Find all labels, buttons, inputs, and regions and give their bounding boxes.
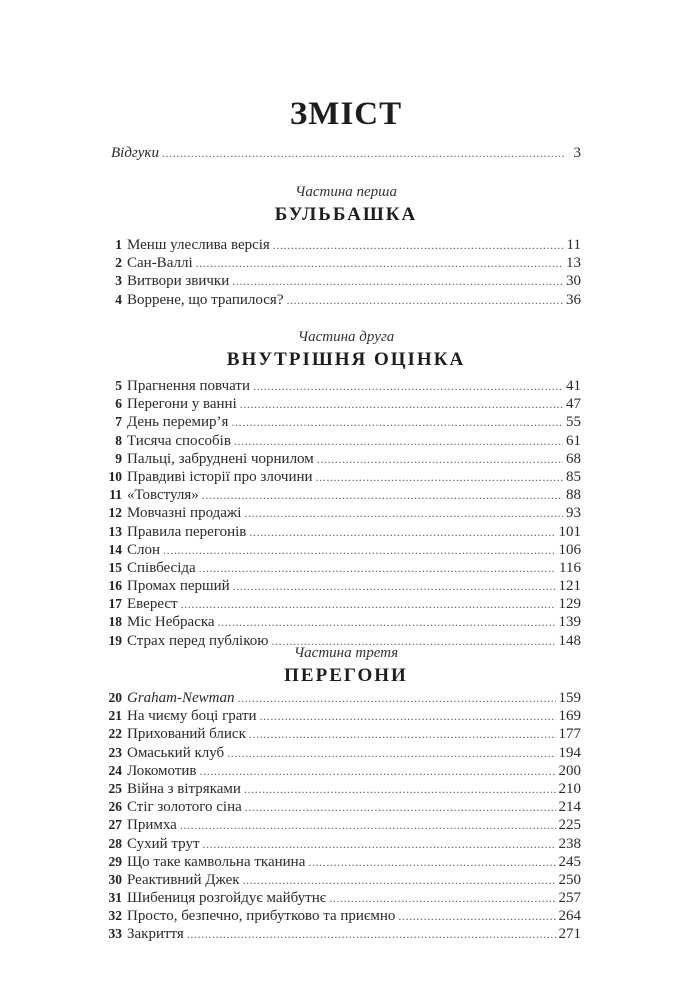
dot-leader	[180, 816, 556, 834]
chapter-number: 20	[108, 690, 122, 705]
toc-chapter-row[interactable]	[100, 413, 581, 431]
chapter-page-number: 129	[558, 596, 581, 613]
part-heading-2	[111, 328, 581, 372]
dot-leader	[163, 541, 555, 559]
toc-chapter-row[interactable]	[100, 613, 581, 631]
dot-leader	[249, 725, 556, 743]
chapter-number: 30	[108, 871, 122, 887]
chapter-page-number: 245	[558, 853, 581, 870]
chapter-title: «Товстуля»	[127, 487, 199, 504]
chapter-page-number: 257	[558, 890, 581, 907]
chapter-title: Тисяча способів	[127, 432, 231, 449]
chapter-title: Воррене, що трапилося?	[127, 291, 284, 308]
toc-chapter-row[interactable]	[100, 468, 581, 486]
chapter-list-part-2	[100, 377, 581, 650]
chapter-title: Пальці, забруднені чорнилом	[127, 450, 314, 467]
chapter-page-number: 250	[558, 871, 581, 888]
chapter-number: 14	[108, 541, 122, 557]
chapter-title: Локомотив	[127, 762, 197, 779]
toc-chapter-row[interactable]	[100, 486, 581, 504]
dot-leader	[253, 377, 563, 395]
dot-leader	[162, 144, 566, 162]
chapter-page-number: 159	[558, 690, 581, 706]
toc-chapter-row[interactable]	[100, 780, 581, 798]
entry-page-number: 3	[573, 145, 581, 161]
toc-chapter-row[interactable]	[100, 377, 581, 395]
chapter-page-number: 121	[558, 578, 581, 595]
chapter-number: 10	[108, 468, 122, 484]
chapter-number: 27	[108, 817, 122, 833]
chapter-title: Еверест	[127, 596, 178, 613]
chapter-number: 17	[108, 596, 122, 612]
dot-leader	[273, 236, 564, 254]
chapter-title: Війна з вітряками	[127, 780, 241, 797]
chapter-number: 11	[109, 487, 122, 503]
chapter-number: 32	[108, 908, 122, 924]
chapter-number: 23	[108, 744, 122, 760]
chapter-title: Правила перегонів	[127, 523, 247, 540]
toc-chapter-row[interactable]	[100, 291, 581, 309]
chapter-page-number: 41	[566, 378, 581, 394]
toc-chapter-row[interactable]	[100, 236, 581, 254]
chapter-page-number: 214	[558, 799, 581, 816]
chapter-title: Прагнення повчати	[127, 378, 250, 394]
dot-leader	[181, 595, 556, 613]
chapter-title: Graham-Newman	[127, 690, 235, 706]
toc-chapter-row[interactable]	[100, 559, 581, 577]
dot-leader	[329, 889, 555, 907]
chapter-title: Стіг золотого сіна	[127, 799, 242, 816]
chapter-page-number: 68	[566, 450, 581, 467]
toc-chapter-row[interactable]	[100, 523, 581, 541]
chapter-page-number: 200	[558, 762, 581, 779]
part-title: ПЕРЕГОНИ	[284, 665, 408, 686]
chapter-title: День перемир’я	[127, 414, 229, 431]
chapter-page-number: 85	[566, 468, 581, 485]
chapter-title: На чиєму боці грати	[127, 708, 257, 725]
chapter-page-number: 88	[566, 487, 581, 504]
chapter-title: Сухий трут	[127, 835, 200, 852]
toc-chapter-row[interactable]	[100, 689, 581, 707]
dot-leader	[308, 853, 555, 871]
chapter-title: Співбесіда	[127, 559, 196, 576]
chapter-title: Витвори звички	[127, 273, 230, 290]
dot-leader	[232, 272, 563, 290]
chapter-page-number: 106	[558, 541, 581, 558]
chapter-number: 8	[115, 432, 122, 448]
part-title: БУЛЬБАШКА	[274, 204, 418, 225]
chapter-page-number: 139	[558, 614, 581, 631]
chapter-number: 6	[115, 396, 122, 412]
chapter-title: Перегони у ванні	[127, 396, 237, 413]
part-title: ВНУТРІШНЯ ОЦІНКА	[226, 349, 466, 370]
dot-leader	[260, 707, 556, 725]
toc-chapter-row[interactable]	[100, 541, 581, 559]
chapter-number: 33	[108, 926, 122, 942]
chapter-page-number: 13	[566, 255, 581, 272]
chapter-number: 24	[108, 762, 122, 778]
chapter-number: 2	[115, 255, 122, 271]
chapter-title: Міс Небраска	[127, 614, 215, 631]
dot-leader	[234, 432, 563, 450]
toc-chapter-row[interactable]	[100, 889, 581, 907]
page-title: ЗМІСТ	[289, 96, 403, 132]
chapter-title: Примха	[127, 817, 177, 834]
chapter-title: Промах перший	[127, 578, 230, 595]
toc-chapter-row[interactable]	[100, 744, 581, 762]
chapter-title: Сан-Валлі	[127, 255, 193, 272]
toc-chapter-row[interactable]	[100, 871, 581, 889]
chapter-page-number: 194	[558, 744, 581, 761]
chapter-number: 3	[115, 273, 122, 289]
chapter-title: Реактивний Джек	[127, 871, 240, 888]
chapter-title: Прихований блиск	[127, 726, 246, 743]
dot-leader	[317, 450, 563, 468]
chapter-title: Страх перед публікою	[127, 632, 269, 649]
dot-leader	[199, 559, 556, 577]
chapter-list-part-3	[100, 689, 581, 944]
toc-entry-reviews[interactable]	[111, 144, 581, 162]
chapter-title: Що таке камвольна тканина	[127, 853, 306, 870]
chapter-page-number: 169	[558, 708, 581, 725]
dot-leader	[202, 486, 563, 504]
chapter-title: Просто, безпечно, прибутково та приємно	[127, 908, 396, 925]
chapter-title: Правдиві історії про злочини	[127, 468, 313, 485]
chapter-title: Омаський клуб	[127, 744, 225, 761]
chapter-number: 21	[108, 708, 122, 724]
dot-leader	[243, 871, 556, 889]
dot-leader	[238, 689, 556, 707]
chapter-number: 4	[115, 291, 122, 307]
dot-leader	[316, 468, 563, 486]
toc-chapter-row[interactable]	[100, 254, 581, 272]
dot-leader	[245, 798, 556, 816]
chapter-number: 19	[108, 632, 122, 648]
toc-chapter-row[interactable]	[100, 835, 581, 853]
dot-leader	[244, 504, 563, 522]
chapter-number: 31	[108, 890, 122, 906]
chapter-page-number: 238	[558, 835, 581, 852]
chapter-page-number: 55	[566, 414, 581, 431]
dot-leader	[233, 577, 556, 595]
chapter-page-number: 93	[566, 505, 581, 522]
chapter-page-number: 11	[566, 237, 581, 253]
chapter-title: Закриття	[127, 926, 184, 943]
toc-chapter-row[interactable]	[100, 798, 581, 816]
chapter-list-part-1	[100, 236, 581, 309]
chapter-number: 18	[108, 614, 122, 630]
chapter-number: 28	[108, 835, 122, 851]
chapter-page-number: 271	[558, 926, 581, 943]
entry-title: Відгуки	[111, 145, 159, 161]
toc-chapter-row[interactable]	[100, 577, 581, 595]
chapter-number: 13	[108, 523, 122, 539]
chapter-number: 12	[108, 505, 122, 521]
chapter-title: Шибениця розгойдує майбутнє	[127, 890, 327, 907]
dot-leader	[203, 835, 556, 853]
chapter-number: 5	[115, 378, 122, 393]
toc-chapter-row[interactable]	[100, 272, 581, 290]
dot-leader	[218, 613, 556, 631]
chapter-title: Слон	[127, 541, 161, 558]
chapter-title: Менш улеслива версія	[127, 237, 270, 253]
toc-chapter-row[interactable]	[100, 725, 581, 743]
dot-leader	[398, 907, 555, 925]
chapter-number: 9	[115, 450, 122, 466]
chapter-number: 26	[108, 799, 122, 815]
toc-chapter-row[interactable]	[100, 853, 581, 871]
chapter-page-number: 116	[559, 559, 581, 576]
chapter-page-number: 30	[566, 273, 581, 290]
part-heading-1	[111, 183, 581, 227]
dot-leader	[227, 744, 555, 762]
part-label: Частина перша	[295, 184, 397, 200]
toc-chapter-row[interactable]	[100, 450, 581, 468]
toc-chapter-row[interactable]	[100, 504, 581, 522]
part-label: Частина третя	[293, 645, 399, 661]
toc-chapter-row[interactable]	[100, 925, 581, 943]
toc-chapter-row[interactable]	[100, 816, 581, 834]
chapter-page-number: 148	[558, 632, 581, 649]
dot-leader	[240, 395, 563, 413]
chapter-number: 25	[108, 780, 122, 796]
toc-chapter-row[interactable]	[100, 707, 581, 725]
chapter-number: 22	[108, 726, 122, 742]
part-heading-3	[111, 644, 581, 688]
chapter-number: 16	[108, 578, 122, 594]
chapter-page-number: 264	[558, 908, 581, 925]
chapter-page-number: 101	[558, 523, 581, 540]
dot-leader	[244, 780, 556, 798]
chapter-number: 29	[108, 853, 122, 869]
dot-leader	[231, 413, 563, 431]
part-label: Частина друга	[297, 329, 395, 345]
toc-chapter-row[interactable]	[100, 762, 581, 780]
toc-chapter-row[interactable]	[100, 432, 581, 450]
chapter-page-number: 225	[558, 817, 581, 834]
toc-chapter-row[interactable]	[100, 395, 581, 413]
chapter-page-number: 36	[566, 291, 581, 308]
chapter-number: 15	[108, 559, 122, 575]
dot-leader	[196, 254, 563, 272]
dot-leader	[187, 925, 556, 943]
chapter-page-number: 47	[566, 396, 581, 413]
chapter-number: 1	[115, 237, 122, 252]
chapter-page-number: 177	[558, 726, 581, 743]
toc-chapter-row[interactable]	[100, 595, 581, 613]
chapter-page-number: 61	[566, 432, 581, 449]
dot-leader	[200, 762, 556, 780]
toc-chapter-row[interactable]	[100, 907, 581, 925]
dot-leader	[286, 291, 563, 309]
chapter-title: Мовчазні продажі	[127, 505, 242, 522]
dot-leader	[249, 523, 555, 541]
chapter-page-number: 210	[558, 780, 581, 797]
chapter-number: 7	[115, 414, 122, 430]
